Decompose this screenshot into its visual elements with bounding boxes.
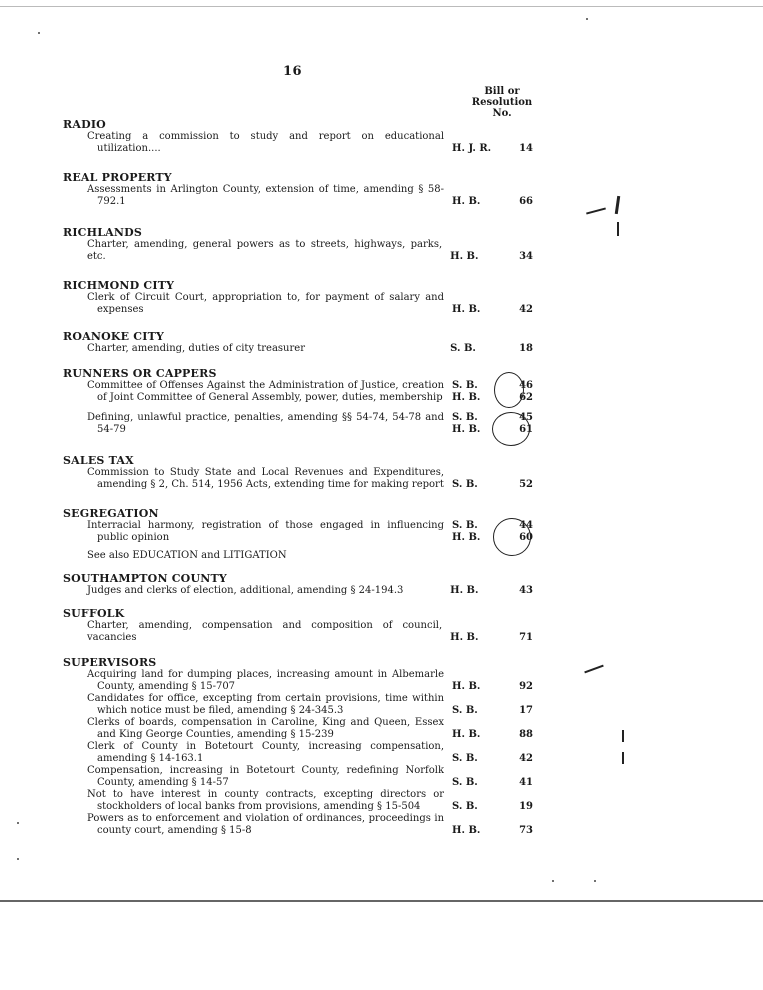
bill-type: S. B.: [452, 380, 478, 391]
index-entry: [63, 184, 533, 208]
bill-type: H. B.: [452, 392, 481, 403]
scan-mark: [617, 222, 619, 236]
bill-type: H. B.: [452, 196, 481, 207]
bill-number: 92: [519, 681, 533, 692]
bill-type: S. B.: [452, 801, 478, 812]
bill-type-column: [444, 777, 504, 789]
index-section: [63, 367, 533, 436]
bill-number: 42: [519, 304, 533, 315]
handwritten-circle-mark: [492, 412, 530, 446]
bill-number: 44: [519, 520, 533, 531]
bill-type-column: [444, 681, 504, 693]
bill-type-column: [442, 632, 503, 644]
index-entry: [63, 292, 533, 316]
bill-number-column: [504, 681, 533, 693]
scan-mark: [584, 665, 603, 674]
entry-description: Candidates for office, excepting from certain provisions, time within which notice must be filed, amending § 24-345.3: [87, 693, 445, 716]
index-section: [63, 171, 533, 208]
bill-number: 61: [519, 424, 533, 435]
bill-number-column: [503, 585, 533, 597]
bill-type-column: [444, 825, 504, 837]
section-heading: SEGREGATION: [63, 507, 159, 520]
scan-speck: [38, 32, 40, 34]
bill-type: H. B.: [450, 585, 479, 596]
section-heading: SOUTHAMPTON COUNTY: [63, 572, 227, 585]
index-entry: [63, 717, 533, 741]
bill-number-column: [504, 777, 533, 789]
bill-number-column: [503, 251, 533, 263]
bill-number: 62: [519, 392, 533, 403]
handwritten-circle-mark: [494, 372, 524, 408]
scan-speck: [594, 880, 596, 882]
bill-number-column: [503, 343, 533, 355]
index-section: [63, 656, 533, 837]
section-heading: SUFFOLK: [63, 607, 125, 620]
entry-description: Clerk of Circuit Court, appropriation to, for payment of salary and expenses: [87, 292, 445, 315]
index-section: [63, 507, 533, 562]
entry-description: Judges and clerks of election, additional, amending § 24-194.3: [87, 585, 404, 596]
bill-number-column: [504, 705, 533, 717]
index-entry: [63, 239, 533, 263]
bill-type: H. B.: [452, 424, 481, 435]
bill-number-column: [504, 479, 533, 491]
bill-type: H. B.: [452, 825, 481, 836]
bill-number-column: [504, 143, 533, 155]
entry-description: Powers as to enforcement and violation of ordinances, proceedings in county court, amending § 15-8: [87, 813, 445, 836]
bill-type: H. B.: [452, 681, 481, 692]
index-section: [63, 572, 533, 597]
section-heading: SALES TAX: [63, 454, 134, 467]
bill-number-column: [503, 632, 533, 644]
page-number: 16: [283, 64, 303, 79]
entry-description: Charter, amending, general powers as to streets, highways, parks, etc.: [87, 239, 443, 262]
entry-description: Committee of Offenses Against the Administration of Justice, creation of Joint Committee of General Assembly, power, duties, membership: [87, 380, 445, 403]
index-content: [63, 118, 533, 837]
section-heading: REAL PROPERTY: [63, 171, 172, 184]
index-entry: [63, 520, 533, 544]
entry-description: Defining, unlawful practice, penalties, amending §§ 54-74, 54-78 and 54-79: [87, 412, 445, 435]
entry-description: Compensation, increasing in Botetourt County, redefining Norfolk County, amending § 14-57: [87, 765, 445, 788]
bill-type: H. B.: [452, 729, 481, 740]
scan-speck: [552, 880, 554, 882]
see-also-reference: See also EDUCATION and LITIGATION: [87, 550, 287, 561]
section-heading: RICHLANDS: [63, 226, 143, 239]
bill-type: S. B.: [452, 777, 478, 788]
bill-type: H. B.: [452, 304, 481, 315]
scan-speck: [17, 822, 19, 824]
entry-description: Clerk of County in Botetourt County, increasing compensation, amending § 14-163.1: [87, 741, 445, 764]
bill-type: H. B.: [450, 251, 479, 262]
bill-number: 43: [519, 585, 533, 596]
bill-type: S. B.: [452, 412, 478, 423]
bill-type: S. B.: [452, 520, 478, 531]
index-entry: [63, 620, 533, 644]
entry-description: Creating a commission to study and report on educational utilization....: [87, 131, 445, 154]
bill-type-column: [444, 801, 504, 813]
column-header-line: Resolution: [471, 97, 533, 108]
index-entry: [63, 741, 533, 765]
bill-number: 73: [519, 825, 533, 836]
top-scan-edge: [0, 6, 763, 7]
bill-type: S. B.: [452, 753, 478, 764]
section-heading: ROANOKE CITY: [63, 330, 165, 343]
entry-description: Charter, amending, duties of city treasurer: [87, 343, 305, 354]
bill-type: H. B.: [450, 632, 479, 643]
bill-number-column: [504, 753, 533, 765]
bill-type-column: [442, 343, 503, 355]
index-entry: [63, 131, 533, 155]
bill-type: H. B.: [452, 532, 481, 543]
bill-number-column: [504, 729, 533, 741]
index-section: [63, 330, 533, 355]
index-section: [63, 607, 533, 644]
bill-number-column: [504, 825, 533, 837]
bill-number: 34: [519, 251, 533, 262]
scan-mark: [622, 730, 624, 742]
scan-mark: [615, 196, 620, 214]
bill-type-column: [444, 143, 504, 155]
index-section: [63, 454, 533, 491]
bill-number: 88: [519, 729, 533, 740]
column-header-line: No.: [492, 108, 512, 119]
scan-mark: [586, 207, 606, 214]
bill-number: 45: [519, 412, 533, 423]
bill-type-column: [442, 251, 503, 263]
index-entry: [63, 343, 533, 355]
bill-type: S. B.: [452, 479, 478, 490]
entry-description: Acquiring land for dumping places, increasing amount in Albemarle County, amending § 15-707: [87, 669, 445, 692]
section-heading: SUPERVISORS: [63, 656, 157, 669]
index-entry: [63, 813, 533, 837]
bill-number: 42: [519, 753, 533, 764]
index-entry: [63, 765, 533, 789]
entry-description: Interracial harmony, registration of those engaged in influencing public opinion: [87, 520, 445, 543]
bill-number: 17: [519, 705, 533, 716]
entry-description: Commission to Study State and Local Revenues and Expenditures, amending § 2, Ch. 514, 1956 Acts, extending time for making report: [87, 467, 445, 490]
index-entry: [63, 412, 533, 436]
bill-type-column: [442, 585, 503, 597]
bill-type: S. B.: [452, 705, 478, 716]
index-entry: [63, 693, 533, 717]
bill-type-column: [444, 753, 504, 765]
bill-number: 71: [519, 632, 533, 643]
index-entry: [63, 467, 533, 491]
bill-number: 18: [519, 343, 533, 354]
index-entry: [63, 585, 533, 597]
bill-number: 52: [519, 479, 533, 490]
bill-number-column: [504, 196, 533, 208]
bill-number: 19: [519, 801, 533, 812]
column-header-line: Bill or: [484, 86, 520, 97]
section-heading: RADIO: [63, 118, 106, 131]
index-section: [63, 279, 533, 316]
bill-type: S. B.: [450, 343, 476, 354]
index-section: [63, 118, 533, 155]
entry-description: Clerks of boards, compensation in Caroline, King and Queen, Essex and King George Counties, amending § 15-239: [87, 717, 445, 740]
index-entry: [63, 380, 533, 404]
bill-type-column: [444, 304, 504, 316]
column-header: [452, 86, 552, 119]
section-heading: RICHMOND CITY: [63, 279, 175, 292]
bottom-scan-edge: [0, 900, 763, 902]
bill-type-column: [444, 729, 504, 741]
bill-number: 66: [519, 196, 533, 207]
bill-type: H. J. R.: [452, 143, 492, 154]
bill-number: 14: [519, 143, 533, 154]
section-heading: RUNNERS OR CAPPERS: [63, 367, 217, 380]
scan-mark: [622, 752, 624, 764]
bill-type-column: [444, 196, 504, 208]
entry-description: Assessments in Arlington County, extension of time, amending § 58-792.1: [87, 184, 445, 207]
handwritten-circle-mark: [493, 518, 531, 556]
bill-number: 46: [519, 380, 533, 391]
index-entry: [63, 789, 533, 813]
index-section: [63, 226, 533, 263]
bill-type-column: [444, 479, 504, 491]
scan-speck: [17, 858, 19, 860]
bill-number-column: [504, 304, 533, 316]
bill-number: 41: [519, 777, 533, 788]
entry-description: Not to have interest in county contracts, excepting directors or stockholders of local banks from provisions, amending § 15-504: [87, 789, 445, 812]
entry-description: Charter, amending, compensation and composition of council, vacancies: [87, 620, 443, 643]
bill-number-column: [504, 801, 533, 813]
index-entry: [63, 669, 533, 693]
bill-number: 60: [519, 532, 533, 543]
bill-type-column: [444, 705, 504, 717]
scan-speck: [586, 18, 588, 20]
